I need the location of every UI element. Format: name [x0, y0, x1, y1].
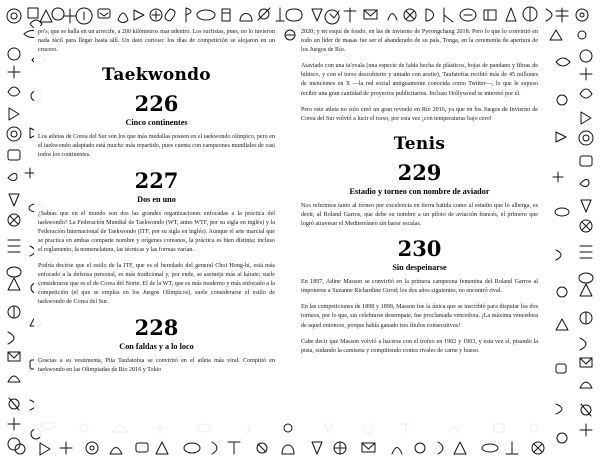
fact-number: 229 [397, 159, 442, 185]
section-title-taekwondo: Taekwondo [102, 65, 211, 86]
paragraph: ¿Sabías que en el mundo son dos las grandes organizaciones enfocadas a la práctica del taekwondo? La Federación Mundial de Taekwondo (WT, antes WTF, por su sigla en inglés) y la Federación Internacional de Taekwondo (ITF, por su sigla en inglés). Aunque el arte marcial que se practica en ambas comparte nombre y orígenes coreanos, la práctica es bien distinta; incluso el reglamento, la nomenclatura, las técnicas y las formas varían. [38, 210, 275, 253]
paragraph: Los atletas de Corea del Sur son los que más medallas poseen en el taekwondo olímpico, pero en el taekwondo adaptado está mucho más repartido, pues cuenta con campeones mundiales de casi todos los continentes. [38, 134, 275, 159]
paragraph: Podría decirse que el estilo de la ITF, que es el heredado del general Choi Hong-hi, está más enfocado a la defensa personal, es más tradicional y, por ende, se asemeja más al kárate; suele considerarse que es el de Corea del Norte. El de la WT, que es más moderno y más enfocado a la competición (el que se emplea en los Juegos Olímpicos), suele considerarse el estilo de taekwondo de Corea del Sur. [38, 263, 275, 306]
paragraph: po's, que se halla en un arrecife, a 200 kilómetros mar adentro. Los surfistas, pues, no lo tuvieron nada fácil para llegar hasta allí. Un dato curioso: los días de competición se alojaron en un crucero. [38, 29, 275, 54]
paragraph: Gracias a su vestimenta, Pita Taufatofua se convirtió en el atleta más viral. Compitió en taekwondo en las Olimpiadas de Río 2016 y Tokio [38, 357, 275, 373]
fact-number: 230 [397, 236, 442, 262]
column-left [34, 26, 279, 437]
fact-title: Dos en uno [137, 194, 176, 204]
fact-title: Sin despeinarse [392, 263, 447, 273]
column-right [297, 26, 542, 437]
section-title-tenis: Tenis [393, 133, 446, 154]
fact-title: Estadio y torneo con nombre de aviador [349, 186, 490, 196]
fact-number: 226 [134, 91, 179, 117]
paragraph: Cabe decir que Masson volvió a hacerse con el trofeo en 1902 y 1903, y esta vez sí, pisando la pista, sudando la camiseta y compitiendo contra rivales de carne y hueso. [301, 338, 538, 354]
fact-title: Cinco continentes [125, 118, 188, 128]
paragraph: Nos referimos tanto al torneo por excelencia en tierra batida como al estadio que lo alberga, es decir, al Roland Garros, que debe su nombre a un piloto de aviación francés, el primero que logró atravesar el Mediterráneo sin hacer escalas. [301, 202, 538, 228]
paragraph: En 1897, Adine Masson se convirtió en la primera campeona femenina del Roland Garros al imponerse a Suzanne Richardine Girod; los dos años siguientes, no encontró rival. [301, 279, 538, 295]
paragraph: 2020; y en esquí de fondo, en las de invierno de Pyeongchang 2018. Pero lo que lo convirtió en todo un líder de masas fue ser el abanderado de su país, Tonga, en la ceremonia de apertura de los Juegos de Río. [301, 29, 538, 54]
paragraph: Ataviado con una ta'ovala (una especie de falda hecha de plásticos, hojas de pandano y fibras de hibisco, y con el torso descubierto y untado con aceite), Taufatofua recibió más de 45 millones de menciones en X —la red social antiguamente conocida como Twitter—, lo que le supuso recibir una gran cantidad de proyectos publicitarios. Incluso Hollywood se interesó por él. [301, 63, 538, 97]
fact-title: Con faldas y a lo loco [119, 341, 194, 351]
fact-number: 228 [134, 314, 179, 340]
fact-number: 227 [134, 167, 179, 193]
paragraph: En las competiciones de 1898 y 1899, Masson fue la única que se inscribió para disputar los dos torneos, por lo que, sin celebrarse desempate, fue proclamada vencedora. ¡La máxima vencedora de aquel entonces, porque había ganado tres títulos consecutivos! [301, 304, 538, 329]
paragraph: Pero este atleta no solo creó un gran revuelo en Río 2016, ya que en los Juegos de Invierno de Corea del Sur volvió a lucir el torso, por esta vez ¡con temperaturas bajo cero! [301, 106, 538, 122]
